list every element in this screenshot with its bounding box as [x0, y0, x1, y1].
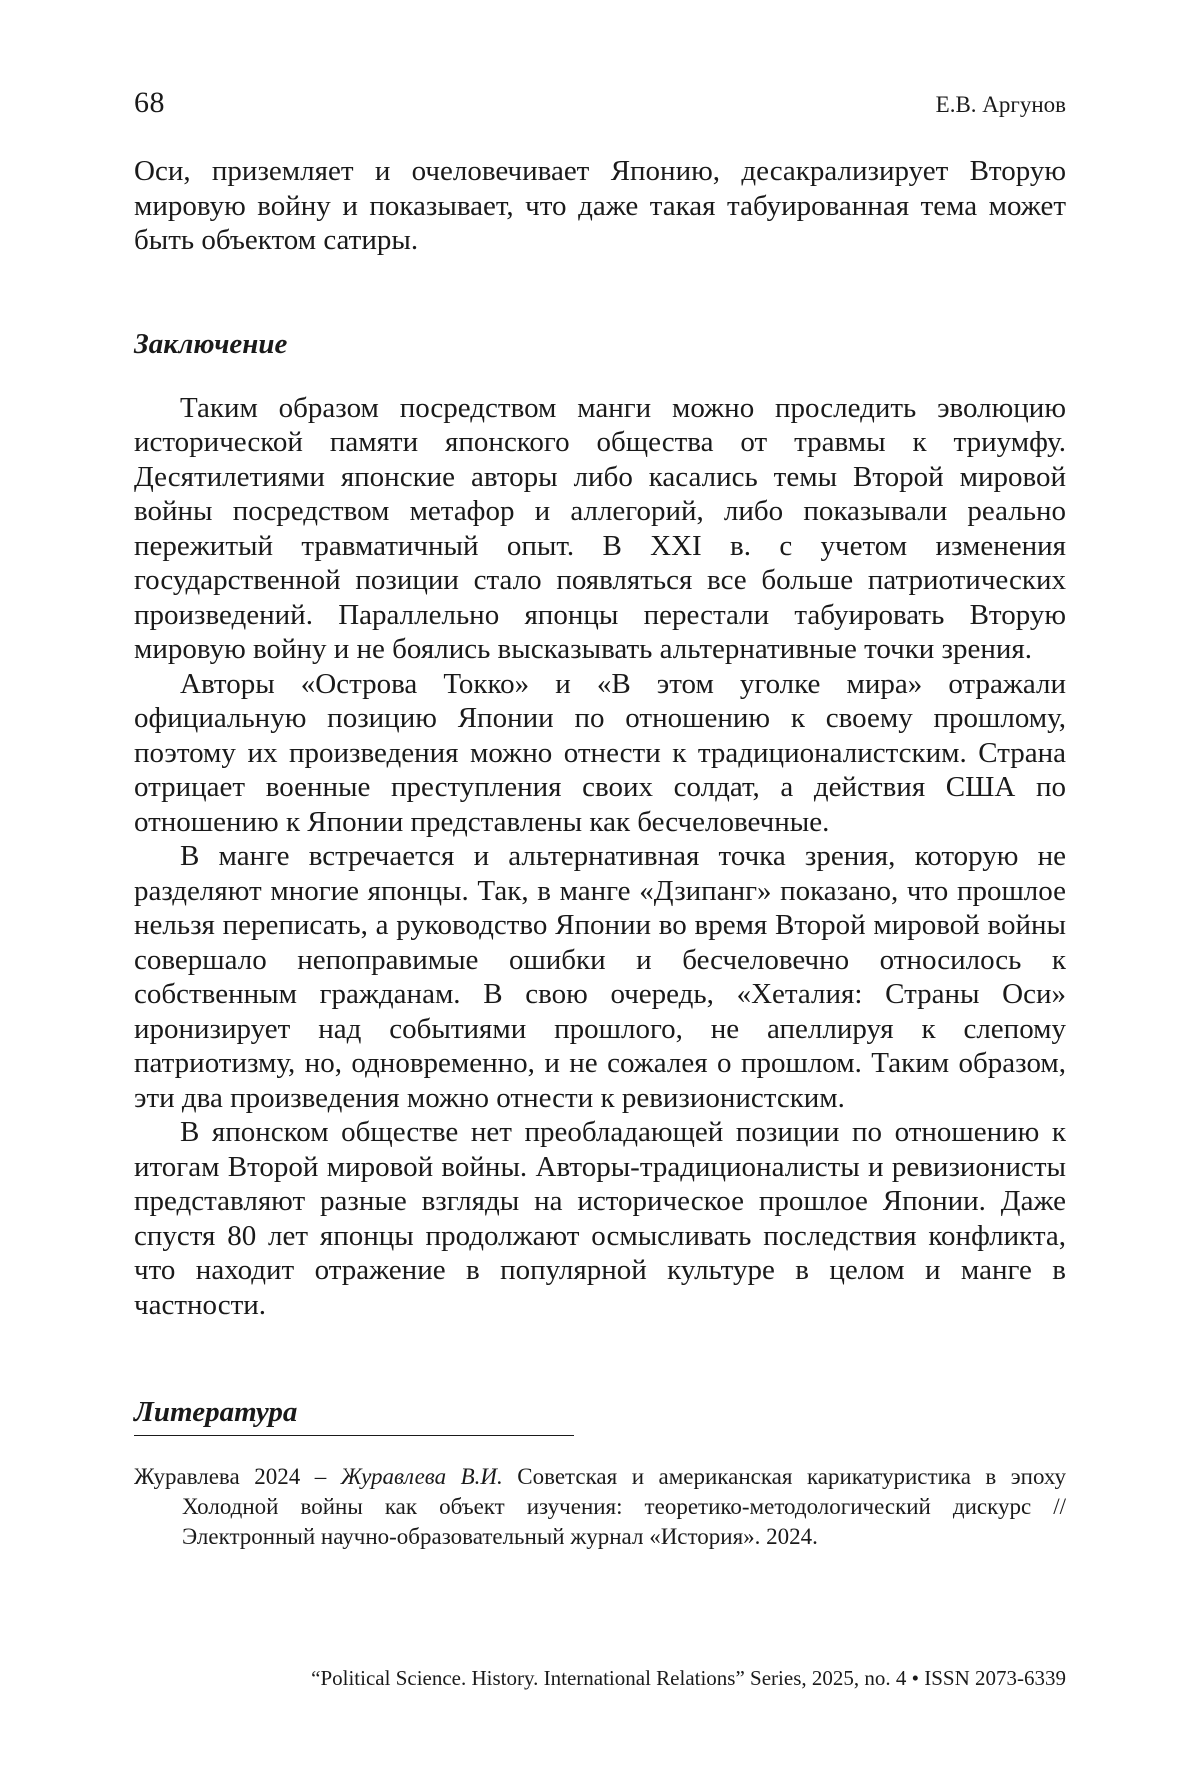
- conclusion-paragraph: Авторы «Острова Токко» и «В этом уголке мира» отражали официальную позицию Японии по отношению к своему прошлому, поэтому их произведения можно отнести к традиционалистским. Страна отрицает военные преступления своих солдат, а действия США по отношению к Японии представлены как бесчеловечные.: [134, 667, 1066, 840]
- lead-paragraph: Оси, приземляет и очеловечивает Японию, десакрализирует Вторую мировую войну и показывает, что даже такая табуированная тема может быть объектом сатиры.: [134, 154, 1066, 258]
- reference-author: Журавлева В.И.: [341, 1464, 503, 1489]
- running-head-author: Е.В. Аргунов: [936, 92, 1066, 118]
- reference-entry: [134, 1462, 1066, 1552]
- reference-text: Советская и американская карикатуристика в эпоху Холодной войны как объект изучения: теоретико-методологический дискурс // Электронный научно-образовательный журнал «История». 2024.: [182, 1464, 1066, 1549]
- page-number: 68: [134, 86, 165, 120]
- journal-footer: “Political Science. History. International Relations” Series, 2025, no. 4 • ISSN 2073-6339: [311, 1666, 1066, 1691]
- conclusion-paragraph: Таким образом посредством манги можно проследить эволюцию исторической памяти японского общества от травмы к триумфу. Десятилетиями японские авторы либо касались темы Второй мировой войны посредством метафор и аллегорий, либо показывали реально пережитый травматичный опыт. В XXI в. с учетом изменения государственной позиции стало появляться все больше патриотических произведений. Параллельно японцы перестали табуировать Вторую мировую войну и не боялись высказывать альтернативные точки зрения.: [134, 391, 1066, 667]
- literature-heading: Литература: [134, 1396, 574, 1436]
- page: [134, 86, 1066, 1575]
- reference-key: Журавлева 2024 –: [134, 1464, 326, 1489]
- conclusion-paragraph: В японском обществе нет преобладающей позиции по отношению к итогам Второй мировой войны. Авторы-традиционалисты и ревизионисты представляют разные взгляды на историческое прошлое Японии. Даже спустя 80 лет японцы продолжают осмысливать последствия конфликта, что находит отражение в популярной культуре в целом и манге в частности.: [134, 1115, 1066, 1322]
- conclusion-paragraph: В манге встречается и альтернативная точка зрения, которую не разделяют многие японцы. Так, в манге «Дзипанг» показано, что прошлое нельзя переписать, а руководство Японии во время Второй мировой войны совершало непоправимые ошибки и бесчеловечно относилось к собственным гражданам. В свою очередь, «Хеталия: Страны Оси» иронизирует над событиями прошлого, не апеллируя к слепому патриотизму, но, одновременно, и не сожалея о прошлом. Таким образом, эти два произведения можно отнести к ревизионистским.: [134, 839, 1066, 1115]
- conclusion-heading: Заключение: [134, 328, 1066, 361]
- running-head: [134, 86, 1066, 130]
